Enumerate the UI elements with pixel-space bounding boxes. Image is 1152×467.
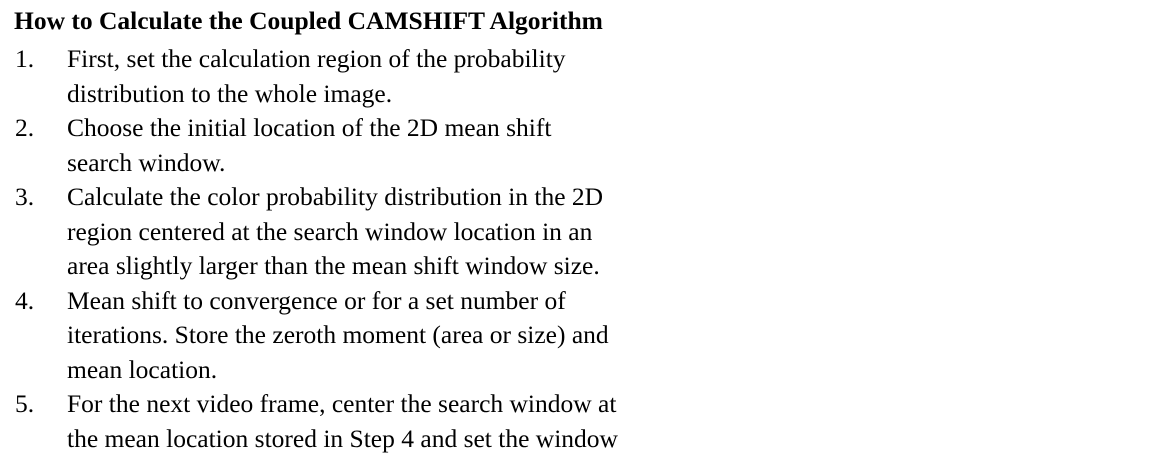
step-number: 5. [15,389,35,418]
step-number: 2. [15,113,35,142]
steps-list [14,42,774,456]
step-text-line: First, set the calculation region of the probability [67,44,566,73]
step-text-line: For the next video frame, center the search window at [67,389,617,418]
step-number: 4. [15,285,35,315]
step-text-line: mean location. [67,354,218,384]
document [14,4,774,456]
step-number: 3. [15,182,35,211]
step-text-line: region centered at the search window location in an [67,216,593,246]
step-text-line: Calculate the color probability distribution in the 2D [67,182,604,211]
step-text [67,387,707,456]
step-text-line: iterations. Store the zeroth moment (area or size) and [67,320,609,349]
step-text [67,284,707,388]
step-item [14,387,774,456]
step-item [14,111,774,180]
step-item [14,180,774,284]
step-item [14,42,774,111]
step-number: 1. [15,44,35,73]
step-text-line: Choose the initial location of the 2D mean shift [67,113,552,142]
step-text [67,42,707,111]
step-text [67,111,707,180]
step-text-line: Mean shift to convergence or for a set number of [67,285,566,315]
step-item [14,284,774,388]
document-title: How to Calculate the Coupled CAMSHIFT Algorithm [14,6,603,35]
step-text-line: area slightly larger than the mean shift window size. [67,251,600,280]
step-text [67,180,707,284]
step-text-line: the mean location stored in Step 4 and set the window [67,423,618,453]
step-text-line: search window. [67,147,226,177]
step-text-line: distribution to the whole image. [67,78,393,108]
